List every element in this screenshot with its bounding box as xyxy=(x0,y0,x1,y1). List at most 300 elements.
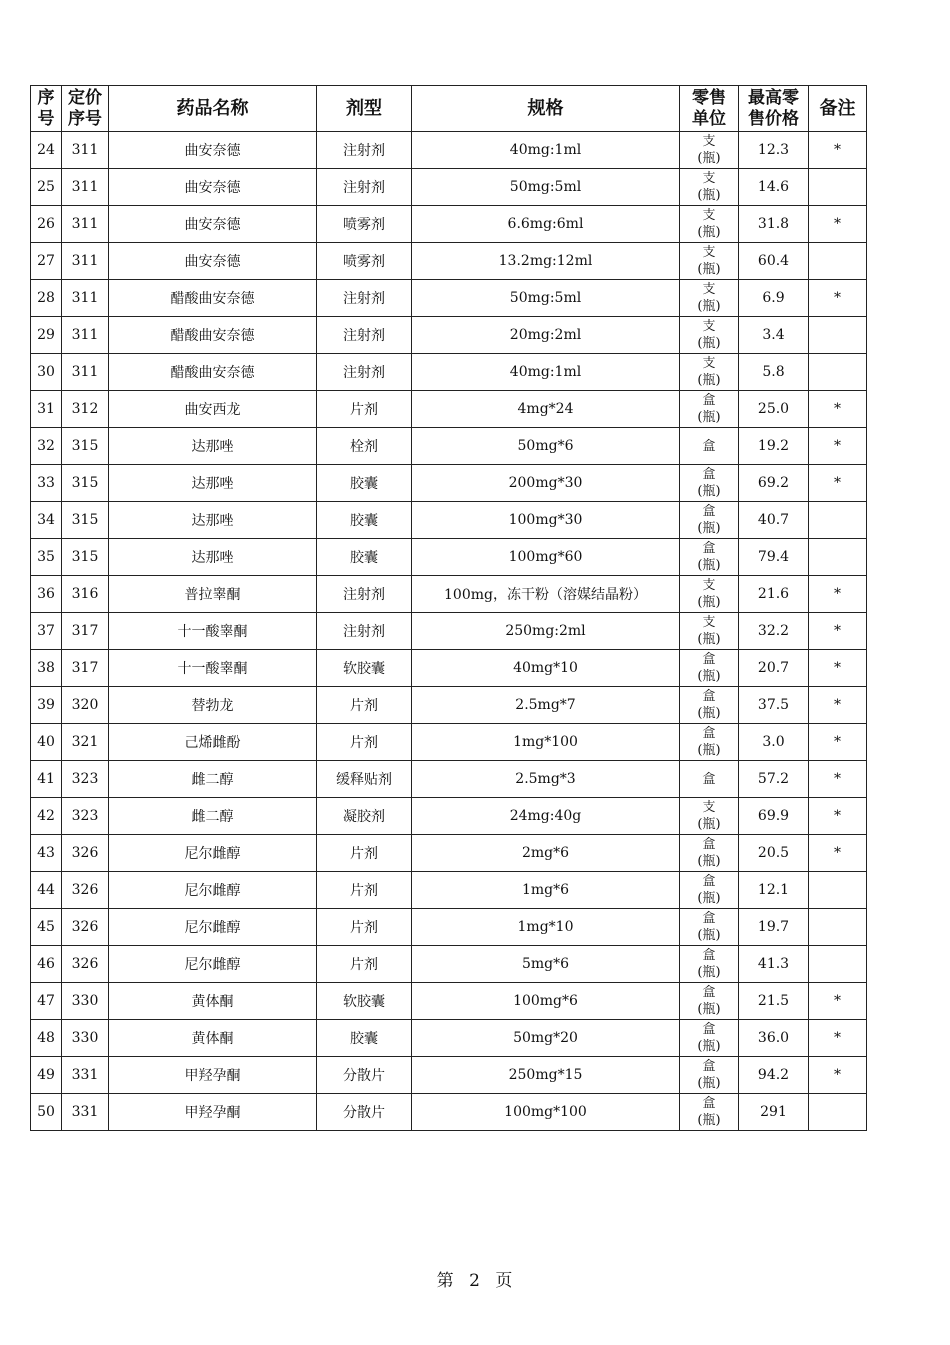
cell-dosage-form: 喷雾剂 xyxy=(317,243,412,280)
cell-dosage-form: 注射剂 xyxy=(317,317,412,354)
cell-note xyxy=(809,909,867,946)
cell-retail-unit xyxy=(680,465,739,502)
cell-price-seq: 323 xyxy=(62,798,109,835)
cell-note: * xyxy=(809,983,867,1020)
cell-spec: 100mg*100 xyxy=(412,1094,680,1131)
cell-retail-unit xyxy=(680,613,739,650)
cell-spec: 40mg:1ml xyxy=(412,132,680,169)
unit-line: 支 xyxy=(702,800,716,815)
unit-line: (瓶) xyxy=(697,410,721,425)
unit-line: (瓶) xyxy=(697,521,721,536)
cell-note xyxy=(809,872,867,909)
unit-line: (瓶) xyxy=(697,373,721,388)
cell-note xyxy=(809,539,867,576)
cell-seq: 28 xyxy=(31,280,62,317)
cell-price-seq: 326 xyxy=(62,909,109,946)
cell-max-price: 69.9 xyxy=(739,798,809,835)
unit-line: 支 xyxy=(702,134,716,149)
cell-seq: 37 xyxy=(31,613,62,650)
cell-drug-name: 黄体酮 xyxy=(109,1020,317,1057)
table-row xyxy=(31,465,867,502)
cell-spec: 50mg*20 xyxy=(412,1020,680,1057)
unit-line: 支 xyxy=(702,282,716,297)
cell-retail-unit xyxy=(680,1020,739,1057)
cell-drug-name: 十一酸睾酮 xyxy=(109,613,317,650)
cell-spec: 2.5mg*7 xyxy=(412,687,680,724)
cell-seq: 46 xyxy=(31,946,62,983)
cell-dosage-form: 注射剂 xyxy=(317,169,412,206)
cell-seq: 38 xyxy=(31,650,62,687)
cell-retail-unit xyxy=(680,724,739,761)
cell-spec: 50mg*6 xyxy=(412,428,680,465)
cell-dosage-form: 胶囊 xyxy=(317,502,412,539)
cell-drug-name: 雌二醇 xyxy=(109,798,317,835)
cell-max-price: 19.7 xyxy=(739,909,809,946)
cell-spec: 1mg*100 xyxy=(412,724,680,761)
cell-note xyxy=(809,169,867,206)
unit-line: (瓶) xyxy=(697,1002,721,1017)
unit-line: 盒 xyxy=(702,771,716,787)
cell-price-seq: 320 xyxy=(62,687,109,724)
cell-spec: 1mg*6 xyxy=(412,872,680,909)
cell-drug-name: 黄体酮 xyxy=(109,983,317,1020)
table-row xyxy=(31,539,867,576)
cell-retail-unit xyxy=(680,872,739,909)
cell-retail-unit xyxy=(680,650,739,687)
cell-price-seq: 331 xyxy=(62,1057,109,1094)
cell-max-price: 6.9 xyxy=(739,280,809,317)
cell-note: * xyxy=(809,650,867,687)
cell-dosage-form: 注射剂 xyxy=(317,280,412,317)
cell-price-seq: 315 xyxy=(62,465,109,502)
cell-seq: 42 xyxy=(31,798,62,835)
table-row xyxy=(31,317,867,354)
unit-line: (瓶) xyxy=(697,817,721,832)
cell-retail-unit xyxy=(680,798,739,835)
cell-note: * xyxy=(809,465,867,502)
header-note: 备注 xyxy=(809,86,867,132)
header-drug-name: 药品名称 xyxy=(109,86,317,132)
cell-dosage-form: 分散片 xyxy=(317,1057,412,1094)
cell-dosage-form: 片剂 xyxy=(317,872,412,909)
cell-drug-name: 曲安奈德 xyxy=(109,243,317,280)
unit-line: 盒 xyxy=(702,438,716,454)
unit-line: 支 xyxy=(702,615,716,630)
cell-spec: 100mg*30 xyxy=(412,502,680,539)
cell-max-price: 25.0 xyxy=(739,391,809,428)
cell-max-price: 31.8 xyxy=(739,206,809,243)
cell-retail-unit xyxy=(680,428,739,465)
cell-price-seq: 326 xyxy=(62,946,109,983)
cell-drug-name: 雌二醇 xyxy=(109,761,317,798)
header-max-price: 最高零 售价格 xyxy=(739,86,809,132)
cell-drug-name: 曲安奈德 xyxy=(109,132,317,169)
cell-price-seq: 326 xyxy=(62,835,109,872)
cell-note: * xyxy=(809,391,867,428)
cell-spec: 250mg:2ml xyxy=(412,613,680,650)
cell-price-seq: 330 xyxy=(62,983,109,1020)
cell-retail-unit xyxy=(680,206,739,243)
cell-retail-unit xyxy=(680,835,739,872)
cell-spec: 250mg*15 xyxy=(412,1057,680,1094)
cell-note: * xyxy=(809,576,867,613)
cell-retail-unit xyxy=(680,761,739,798)
unit-line: (瓶) xyxy=(697,484,721,499)
unit-line: 盒 xyxy=(702,467,716,482)
unit-line: 盒 xyxy=(702,948,716,963)
cell-drug-name: 替勃龙 xyxy=(109,687,317,724)
cell-note xyxy=(809,317,867,354)
cell-dosage-form: 注射剂 xyxy=(317,132,412,169)
cell-retail-unit xyxy=(680,983,739,1020)
cell-seq: 39 xyxy=(31,687,62,724)
cell-dosage-form: 片剂 xyxy=(317,946,412,983)
cell-price-seq: 331 xyxy=(62,1094,109,1131)
table-row xyxy=(31,1057,867,1094)
cell-dosage-form: 胶囊 xyxy=(317,465,412,502)
cell-drug-name: 尼尔雌醇 xyxy=(109,835,317,872)
table-row xyxy=(31,1020,867,1057)
unit-line: 盒 xyxy=(702,652,716,667)
cell-spec: 5mg*6 xyxy=(412,946,680,983)
cell-retail-unit xyxy=(680,576,739,613)
unit-line: 盒 xyxy=(702,874,716,889)
table-body xyxy=(31,132,867,1131)
cell-note: * xyxy=(809,761,867,798)
cell-max-price: 40.7 xyxy=(739,502,809,539)
unit-line: 盒 xyxy=(702,504,716,519)
table-row xyxy=(31,1094,867,1131)
unit-line: (瓶) xyxy=(697,1076,721,1091)
unit-line: (瓶) xyxy=(697,336,721,351)
table-row xyxy=(31,354,867,391)
cell-spec: 13.2mg:12ml xyxy=(412,243,680,280)
cell-drug-name: 达那唑 xyxy=(109,539,317,576)
cell-dosage-form: 缓释贴剂 xyxy=(317,761,412,798)
page-number: 2 xyxy=(469,1271,481,1291)
header-spec: 规格 xyxy=(412,86,680,132)
cell-retail-unit xyxy=(680,391,739,428)
cell-dosage-form: 注射剂 xyxy=(317,576,412,613)
cell-dosage-form: 胶囊 xyxy=(317,1020,412,1057)
unit-line: 盒 xyxy=(702,689,716,704)
cell-note: * xyxy=(809,687,867,724)
cell-note xyxy=(809,243,867,280)
cell-max-price: 21.6 xyxy=(739,576,809,613)
cell-seq: 26 xyxy=(31,206,62,243)
cell-seq: 47 xyxy=(31,983,62,1020)
cell-note: * xyxy=(809,280,867,317)
cell-max-price: 21.5 xyxy=(739,983,809,1020)
unit-line: 支 xyxy=(702,578,716,593)
cell-note: * xyxy=(809,798,867,835)
cell-retail-unit xyxy=(680,909,739,946)
cell-spec: 40mg*10 xyxy=(412,650,680,687)
cell-drug-name: 尼尔雌醇 xyxy=(109,909,317,946)
cell-note: * xyxy=(809,724,867,761)
cell-price-seq: 315 xyxy=(62,428,109,465)
unit-line: 支 xyxy=(702,245,716,260)
cell-spec: 50mg:5ml xyxy=(412,169,680,206)
cell-spec: 50mg:5ml xyxy=(412,280,680,317)
cell-spec: 200mg*30 xyxy=(412,465,680,502)
table-row xyxy=(31,613,867,650)
cell-price-seq: 323 xyxy=(62,761,109,798)
cell-dosage-form: 片剂 xyxy=(317,835,412,872)
table-row xyxy=(31,502,867,539)
cell-price-seq: 330 xyxy=(62,1020,109,1057)
cell-max-price: 57.2 xyxy=(739,761,809,798)
unit-line: 盒 xyxy=(702,541,716,556)
cell-drug-name: 己烯雌酚 xyxy=(109,724,317,761)
cell-dosage-form: 软胶囊 xyxy=(317,983,412,1020)
cell-max-price: 20.7 xyxy=(739,650,809,687)
unit-line: 盒 xyxy=(702,1022,716,1037)
cell-dosage-form: 片剂 xyxy=(317,724,412,761)
cell-note: * xyxy=(809,132,867,169)
cell-seq: 41 xyxy=(31,761,62,798)
unit-line: (瓶) xyxy=(697,928,721,943)
cell-max-price: 60.4 xyxy=(739,243,809,280)
cell-drug-name: 达那唑 xyxy=(109,465,317,502)
header-seq: 序 号 xyxy=(31,86,62,132)
unit-line: 盒 xyxy=(702,393,716,408)
cell-dosage-form: 片剂 xyxy=(317,391,412,428)
cell-price-seq: 311 xyxy=(62,132,109,169)
table-row xyxy=(31,576,867,613)
cell-retail-unit xyxy=(680,280,739,317)
table-row xyxy=(31,835,867,872)
table-row xyxy=(31,280,867,317)
unit-line: 盒 xyxy=(702,726,716,741)
unit-line: 盒 xyxy=(702,1096,716,1111)
cell-price-seq: 311 xyxy=(62,169,109,206)
unit-line: (瓶) xyxy=(697,299,721,314)
cell-retail-unit xyxy=(680,1094,739,1131)
unit-line: (瓶) xyxy=(697,1039,721,1054)
cell-price-seq: 311 xyxy=(62,243,109,280)
cell-seq: 33 xyxy=(31,465,62,502)
page-footer xyxy=(0,1266,950,1291)
cell-note xyxy=(809,354,867,391)
unit-line: 盒 xyxy=(702,1059,716,1074)
cell-spec: 40mg:1ml xyxy=(412,354,680,391)
cell-retail-unit xyxy=(680,539,739,576)
table-row xyxy=(31,761,867,798)
cell-note xyxy=(809,1094,867,1131)
cell-price-seq: 315 xyxy=(62,502,109,539)
cell-drug-name: 甲羟孕酮 xyxy=(109,1057,317,1094)
unit-line: (瓶) xyxy=(697,669,721,684)
cell-retail-unit xyxy=(680,169,739,206)
cell-price-seq: 316 xyxy=(62,576,109,613)
unit-line: (瓶) xyxy=(697,151,721,166)
cell-price-seq: 311 xyxy=(62,317,109,354)
cell-retail-unit xyxy=(680,946,739,983)
cell-max-price: 41.3 xyxy=(739,946,809,983)
cell-seq: 48 xyxy=(31,1020,62,1057)
unit-line: (瓶) xyxy=(697,262,721,277)
table-header-row xyxy=(31,86,867,132)
cell-drug-name: 甲羟孕酮 xyxy=(109,1094,317,1131)
cell-note: * xyxy=(809,428,867,465)
cell-seq: 50 xyxy=(31,1094,62,1131)
cell-dosage-form: 凝胶剂 xyxy=(317,798,412,835)
cell-dosage-form: 注射剂 xyxy=(317,613,412,650)
unit-line: 支 xyxy=(702,319,716,334)
cell-price-seq: 311 xyxy=(62,354,109,391)
cell-note xyxy=(809,502,867,539)
unit-line: (瓶) xyxy=(697,225,721,240)
cell-seq: 35 xyxy=(31,539,62,576)
cell-retail-unit xyxy=(680,354,739,391)
cell-spec: 24mg:40g xyxy=(412,798,680,835)
cell-note: * xyxy=(809,206,867,243)
cell-max-price: 36.0 xyxy=(739,1020,809,1057)
cell-retail-unit xyxy=(680,1057,739,1094)
cell-retail-unit xyxy=(680,502,739,539)
unit-line: (瓶) xyxy=(697,1113,721,1128)
cell-max-price: 5.8 xyxy=(739,354,809,391)
table-row xyxy=(31,391,867,428)
cell-drug-name: 曲安奈德 xyxy=(109,206,317,243)
unit-line: 支 xyxy=(702,356,716,371)
cell-max-price: 14.6 xyxy=(739,169,809,206)
cell-spec: 6.6mg:6ml xyxy=(412,206,680,243)
cell-seq: 40 xyxy=(31,724,62,761)
cell-spec: 100mg，冻干粉（溶媒结晶粉） xyxy=(412,576,680,613)
cell-price-seq: 326 xyxy=(62,872,109,909)
cell-drug-name: 醋酸曲安奈德 xyxy=(109,317,317,354)
table-row xyxy=(31,132,867,169)
table-row xyxy=(31,983,867,1020)
unit-line: (瓶) xyxy=(697,595,721,610)
cell-price-seq: 311 xyxy=(62,206,109,243)
cell-note: * xyxy=(809,613,867,650)
cell-seq: 31 xyxy=(31,391,62,428)
cell-seq: 30 xyxy=(31,354,62,391)
cell-note: * xyxy=(809,1057,867,1094)
cell-drug-name: 普拉睾酮 xyxy=(109,576,317,613)
cell-seq: 44 xyxy=(31,872,62,909)
table-row xyxy=(31,909,867,946)
cell-drug-name: 达那唑 xyxy=(109,502,317,539)
cell-max-price: 291 xyxy=(739,1094,809,1131)
cell-seq: 25 xyxy=(31,169,62,206)
unit-line: (瓶) xyxy=(697,632,721,647)
cell-retail-unit xyxy=(680,317,739,354)
header-retail-unit: 零售 单位 xyxy=(680,86,739,132)
cell-price-seq: 315 xyxy=(62,539,109,576)
table-row xyxy=(31,724,867,761)
cell-dosage-form: 分散片 xyxy=(317,1094,412,1131)
cell-seq: 24 xyxy=(31,132,62,169)
table-row xyxy=(31,687,867,724)
cell-max-price: 94.2 xyxy=(739,1057,809,1094)
table-row xyxy=(31,946,867,983)
cell-spec: 2mg*6 xyxy=(412,835,680,872)
cell-max-price: 37.5 xyxy=(739,687,809,724)
cell-spec: 1mg*10 xyxy=(412,909,680,946)
cell-max-price: 3.4 xyxy=(739,317,809,354)
cell-spec: 100mg*60 xyxy=(412,539,680,576)
cell-max-price: 20.5 xyxy=(739,835,809,872)
cell-dosage-form: 片剂 xyxy=(317,687,412,724)
cell-dosage-form: 片剂 xyxy=(317,909,412,946)
cell-drug-name: 醋酸曲安奈德 xyxy=(109,280,317,317)
cell-seq: 49 xyxy=(31,1057,62,1094)
header-price-seq: 定价 序号 xyxy=(62,86,109,132)
footer-suffix: 页 xyxy=(495,1271,514,1291)
cell-retail-unit xyxy=(680,687,739,724)
cell-price-seq: 317 xyxy=(62,650,109,687)
unit-line: (瓶) xyxy=(697,965,721,980)
cell-note: * xyxy=(809,835,867,872)
drug-price-table xyxy=(30,85,867,1131)
cell-drug-name: 醋酸曲安奈德 xyxy=(109,354,317,391)
cell-drug-name: 达那唑 xyxy=(109,428,317,465)
cell-max-price: 12.3 xyxy=(739,132,809,169)
cell-price-seq: 312 xyxy=(62,391,109,428)
cell-max-price: 19.2 xyxy=(739,428,809,465)
table-row xyxy=(31,872,867,909)
cell-drug-name: 曲安西龙 xyxy=(109,391,317,428)
cell-note xyxy=(809,946,867,983)
cell-spec: 20mg:2ml xyxy=(412,317,680,354)
unit-line: (瓶) xyxy=(697,743,721,758)
cell-seq: 36 xyxy=(31,576,62,613)
cell-seq: 34 xyxy=(31,502,62,539)
unit-line: (瓶) xyxy=(697,706,721,721)
cell-price-seq: 317 xyxy=(62,613,109,650)
cell-spec: 4mg*24 xyxy=(412,391,680,428)
cell-max-price: 12.1 xyxy=(739,872,809,909)
unit-line: (瓶) xyxy=(697,558,721,573)
unit-line: 支 xyxy=(702,171,716,186)
unit-line: 盒 xyxy=(702,985,716,1000)
cell-drug-name: 十一酸睾酮 xyxy=(109,650,317,687)
cell-drug-name: 尼尔雌醇 xyxy=(109,946,317,983)
cell-dosage-form: 喷雾剂 xyxy=(317,206,412,243)
cell-dosage-form: 软胶囊 xyxy=(317,650,412,687)
unit-line: (瓶) xyxy=(697,188,721,203)
cell-seq: 29 xyxy=(31,317,62,354)
unit-line: (瓶) xyxy=(697,854,721,869)
unit-line: 盒 xyxy=(702,911,716,926)
unit-line: 盒 xyxy=(702,837,716,852)
unit-line: 支 xyxy=(702,208,716,223)
table-row xyxy=(31,169,867,206)
table-row xyxy=(31,798,867,835)
table-row xyxy=(31,428,867,465)
cell-seq: 27 xyxy=(31,243,62,280)
cell-spec: 100mg*6 xyxy=(412,983,680,1020)
table-row xyxy=(31,206,867,243)
cell-max-price: 79.4 xyxy=(739,539,809,576)
cell-drug-name: 曲安奈德 xyxy=(109,169,317,206)
cell-max-price: 3.0 xyxy=(739,724,809,761)
cell-seq: 32 xyxy=(31,428,62,465)
cell-seq: 43 xyxy=(31,835,62,872)
cell-seq: 45 xyxy=(31,909,62,946)
cell-retail-unit xyxy=(680,132,739,169)
cell-note: * xyxy=(809,1020,867,1057)
cell-price-seq: 321 xyxy=(62,724,109,761)
table-row xyxy=(31,650,867,687)
unit-line: (瓶) xyxy=(697,891,721,906)
footer-prefix: 第 xyxy=(436,1271,455,1291)
cell-dosage-form: 栓剂 xyxy=(317,428,412,465)
